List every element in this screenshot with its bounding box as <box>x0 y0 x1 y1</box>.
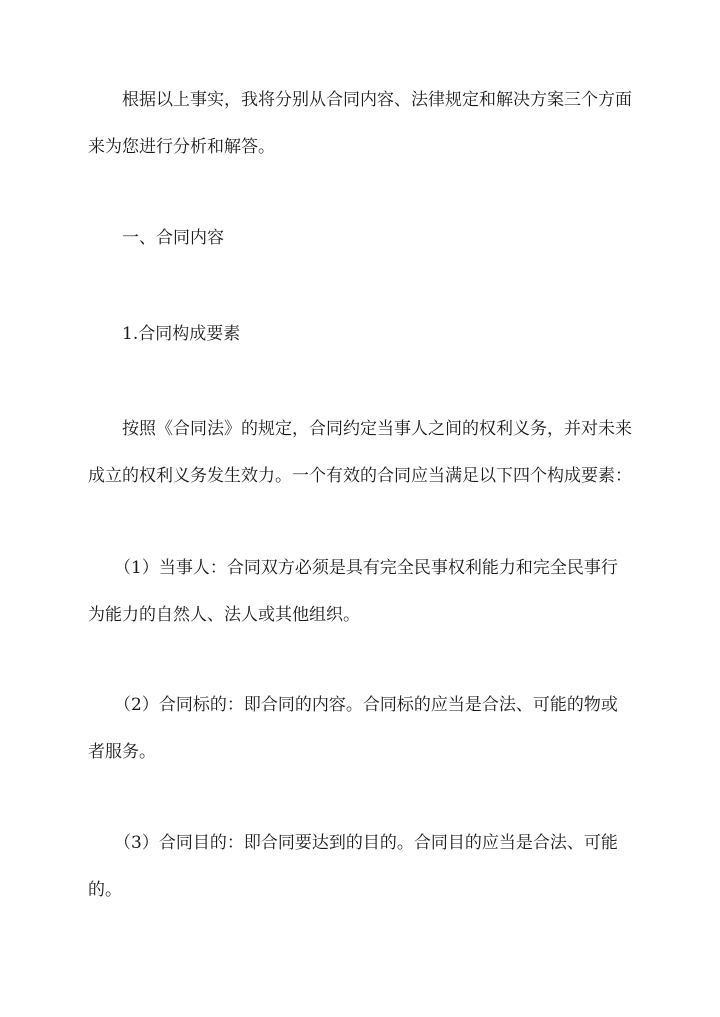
paragraph-line: 者服务。 <box>88 742 156 762</box>
paragraph-line: 成立的权利义务发生效力。一个有效的合同应当满足以下四个构成要素： <box>88 466 632 486</box>
paragraph-intro <box>88 77 640 171</box>
list-item-subject <box>88 682 640 776</box>
paragraph-line: 为能力的自然人、法人或其他组织。 <box>88 605 360 625</box>
heading-text: 一、合同内容 <box>122 228 224 248</box>
paragraph-line: 来为您进行分析和解答。 <box>88 137 275 157</box>
section-heading <box>88 215 640 262</box>
paragraph-line: （1）当事人：合同双方必须是具有完全民事权利能力和完全民事行 <box>114 558 618 578</box>
heading-text: 1.合同构成要素 <box>122 324 241 344</box>
paragraph-line: （2）合同标的：即合同的内容。合同标的应当是合法、可能的物或 <box>114 695 618 715</box>
paragraph-line: 按照《合同法》的规定，合同约定当事人之间的权利义务，并对未来 <box>122 419 632 439</box>
list-item-purpose <box>88 820 640 914</box>
paragraph-line: 根据以上事实，我将分别从合同内容、法律规定和解决方案三个方面 <box>122 90 632 110</box>
subsection-heading <box>88 311 640 358</box>
paragraph-elements-intro <box>88 406 640 500</box>
paragraph-line: （3）合同目的：即合同要达到的目的。合同目的应当是合法、可能 <box>114 833 618 853</box>
paragraph-line: 的。 <box>88 880 122 900</box>
list-item-parties <box>88 545 640 639</box>
